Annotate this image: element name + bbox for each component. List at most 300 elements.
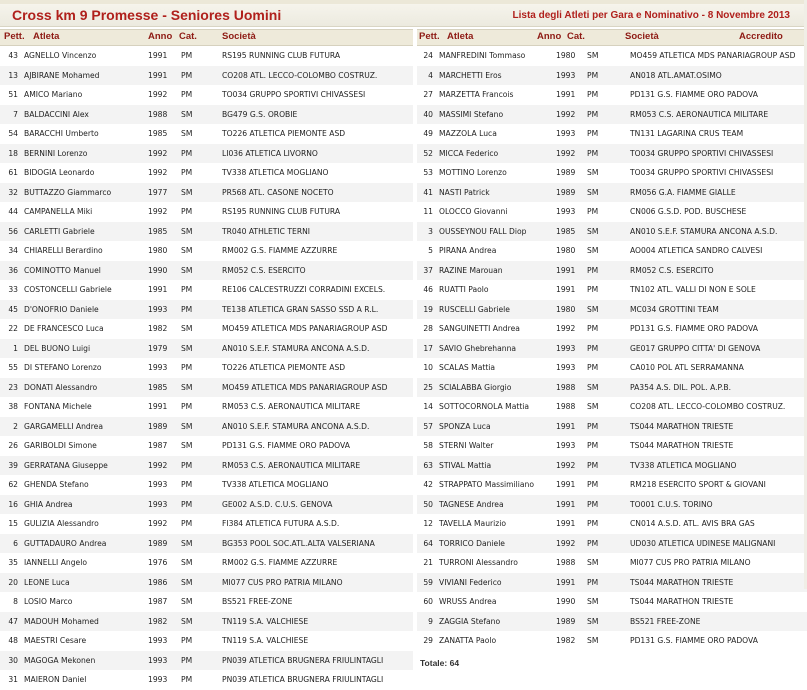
cell-atleta: MADOUH Mohamed xyxy=(24,616,99,626)
cell-cat: SM xyxy=(181,421,193,431)
cell-pett: 26 xyxy=(8,441,18,450)
cell-cat: PM xyxy=(587,441,599,450)
cell-atleta: GHENDA Stefano xyxy=(24,480,89,489)
cell-anno: 1980 xyxy=(556,51,576,60)
cell-societa: CO208 ATL. LECCO-COLOMBO COSTRUZ. xyxy=(630,402,786,411)
cell-cat: PM xyxy=(587,324,599,333)
table-row xyxy=(0,261,413,281)
cell-societa: FI384 ATLETICA FUTURA A.S.D. xyxy=(222,519,340,528)
cell-anno: 1993 xyxy=(556,129,576,138)
cell-pett: 14 xyxy=(423,402,433,411)
cell-pett: 62 xyxy=(8,480,18,489)
table-row xyxy=(417,280,807,300)
cell-anno: 1991 xyxy=(556,499,576,509)
cell-pett: 47 xyxy=(8,616,18,626)
cell-atleta: OLOCCO Giovanni xyxy=(439,207,508,216)
table-row xyxy=(417,631,807,651)
cell-cat: PM xyxy=(587,538,599,548)
cell-cat: PM xyxy=(181,207,193,216)
cell-pett: 60 xyxy=(423,597,433,606)
cell-societa: RS195 RUNNING CLUB FUTURA xyxy=(222,51,341,60)
cell-pett: 23 xyxy=(8,382,18,392)
cell-cat: PM xyxy=(587,129,599,138)
table-row xyxy=(0,105,413,125)
cell-cat: SM xyxy=(587,402,599,411)
table-row xyxy=(0,163,413,183)
cell-societa: BS521 FREE-ZONE xyxy=(630,616,701,626)
cell-pett: 45 xyxy=(8,304,18,314)
cell-societa: CN014 A.S.D. ATL. AVIS BRA GAS xyxy=(630,519,755,528)
cell-pett: 1 xyxy=(13,343,18,353)
table-row xyxy=(0,124,413,144)
cell-societa: TR040 ATHLETIC TERNI xyxy=(222,226,311,236)
cell-anno: 1987 xyxy=(148,597,168,606)
cell-cat: SM xyxy=(587,597,599,606)
cell-societa: MC034 GROTTINI TEAM xyxy=(630,304,719,314)
cell-pett: 7 xyxy=(13,109,18,119)
cell-cat: PM xyxy=(587,207,599,216)
table-row xyxy=(417,378,807,398)
cell-societa: PN039 ATLETICA BRUGNERA FRIULINTAGLI xyxy=(222,655,384,665)
cell-societa: RM053 C.S. AERONAUTICA MILITARE xyxy=(222,460,361,470)
cell-pett: 52 xyxy=(423,148,433,158)
cell-atleta: MICCA Federico xyxy=(439,148,499,158)
cell-societa: MI077 CUS PRO PATRIA MILANO xyxy=(222,577,343,587)
cell-pett: 19 xyxy=(423,304,433,314)
cell-societa: GE002 A.S.D. C.U.S. GENOVA xyxy=(222,499,333,509)
table-row xyxy=(0,183,413,203)
cell-anno: 1980 xyxy=(556,246,576,255)
cell-atleta: MOTTINO Lorenzo xyxy=(439,168,507,177)
cell-cat: PM xyxy=(587,480,599,489)
cell-cat: PM xyxy=(587,70,599,80)
cell-pett: 34 xyxy=(8,246,18,255)
cell-societa: TS044 MARATHON TRIESTE xyxy=(630,577,734,587)
cell-anno: 1989 xyxy=(556,187,576,197)
cell-atleta: FONTANA Michele xyxy=(24,402,92,411)
cell-pett: 17 xyxy=(423,343,433,353)
cell-cat: PM xyxy=(587,577,599,587)
table-row xyxy=(0,144,413,164)
cell-anno: 1985 xyxy=(148,382,168,392)
header-cat: Cat. xyxy=(567,31,585,42)
cell-anno: 1991 xyxy=(148,70,168,80)
cell-anno: 1992 xyxy=(148,460,168,470)
cell-cat: PM xyxy=(181,168,193,177)
cell-atleta: GULIZIA Alessandro xyxy=(24,519,99,528)
cell-anno: 1991 xyxy=(556,480,576,489)
cell-cat: PM xyxy=(181,51,193,60)
cell-societa: TO034 GRUPPO SPORTIVI CHIVASSESI xyxy=(222,90,366,99)
cell-anno: 1993 xyxy=(556,343,576,353)
cell-anno: 1990 xyxy=(556,597,576,606)
cell-pett: 36 xyxy=(8,265,18,275)
cell-atleta: DE FRANCESCO Luca xyxy=(24,324,104,333)
table-row xyxy=(0,651,413,671)
cell-pett: 57 xyxy=(423,421,433,431)
cell-pett: 58 xyxy=(423,441,433,450)
cell-cat: SM xyxy=(587,187,599,197)
cell-societa: BG353 POOL SOC.ATL.ALTA VALSERIANA xyxy=(222,538,375,548)
cell-pett: 11 xyxy=(423,207,433,216)
cell-societa: TE138 ATLETICA GRAN SASSO SSD A R.L. xyxy=(222,304,379,314)
cell-anno: 1993 xyxy=(556,70,576,80)
cell-cat: PM xyxy=(587,519,599,528)
table-row xyxy=(417,66,807,86)
cell-cat: PM xyxy=(181,675,193,684)
table-row xyxy=(0,397,413,417)
cell-atleta: WRUSS Andrea xyxy=(439,597,497,606)
cell-atleta: CARLETTI Gabriele xyxy=(24,226,95,236)
cell-cat: PM xyxy=(181,499,193,509)
table-row xyxy=(0,456,413,476)
cell-atleta: CHIARELLI Berardino xyxy=(24,246,103,255)
cell-anno: 1993 xyxy=(148,636,168,645)
cell-atleta: GARIBOLDI Simone xyxy=(24,441,97,450)
cell-atleta: IANNELLI Angelo xyxy=(24,558,87,567)
table-row xyxy=(0,553,413,573)
cell-anno: 1993 xyxy=(556,441,576,450)
cell-anno: 1985 xyxy=(556,226,576,236)
cell-cat: SM xyxy=(181,558,193,567)
table-row xyxy=(0,670,413,690)
table-row xyxy=(0,222,413,242)
cell-anno: 1992 xyxy=(148,519,168,528)
cell-anno: 1993 xyxy=(148,655,168,665)
cell-atleta: VIVIANI Federico xyxy=(439,577,502,587)
cell-pett: 54 xyxy=(8,129,18,138)
cell-atleta: BERNINI Lorenzo xyxy=(24,148,88,158)
cell-cat: PM xyxy=(587,285,599,294)
cell-anno: 1977 xyxy=(148,187,168,197)
table-row xyxy=(417,514,807,534)
cell-atleta: MAGOGA Mekonen xyxy=(24,655,96,665)
table-row xyxy=(417,417,807,437)
cell-cat: PM xyxy=(587,421,599,431)
table-header-right xyxy=(417,29,807,46)
cell-pett: 6 xyxy=(13,538,18,548)
table-row xyxy=(417,397,807,417)
table-row xyxy=(0,612,413,632)
cell-cat: PM xyxy=(181,70,193,80)
cell-societa: RE106 CALCESTRUZZI CORRADINI EXCELS. xyxy=(222,285,386,294)
table-row xyxy=(0,495,413,515)
cell-cat: PM xyxy=(587,460,599,470)
cell-atleta: DEL BUONO Luigi xyxy=(24,343,91,353)
cell-pett: 3 xyxy=(428,226,433,236)
header-societa: Società xyxy=(222,31,256,42)
cell-societa: CN006 G.S.D. POD. BUSCHESE xyxy=(630,207,747,216)
cell-pett: 2 xyxy=(13,421,18,431)
cell-cat: SM xyxy=(587,168,599,177)
cell-pett: 24 xyxy=(423,51,433,60)
cell-atleta: AMICO Mariano xyxy=(24,90,83,99)
cell-societa: TV338 ATLETICA MOGLIANO xyxy=(222,168,329,177)
cell-societa: TS044 MARATHON TRIESTE xyxy=(630,597,734,606)
cell-anno: 1992 xyxy=(148,207,168,216)
cell-pett: 48 xyxy=(8,636,18,645)
cell-atleta: MANFREDINI Tommaso xyxy=(439,51,526,60)
cell-pett: 10 xyxy=(423,363,433,372)
table-row xyxy=(0,436,413,456)
cell-societa: RM052 C.S. ESERCITO xyxy=(630,265,714,275)
cell-cat: PM xyxy=(181,519,193,528)
cell-anno: 1993 xyxy=(148,675,168,684)
cell-cat: PM xyxy=(587,499,599,509)
table-row xyxy=(417,339,807,359)
cell-anno: 1980 xyxy=(148,246,168,255)
cell-cat: PM xyxy=(181,480,193,489)
cell-atleta: SOTTOCORNOLA Mattia xyxy=(439,402,530,411)
cell-anno: 1993 xyxy=(556,363,576,372)
rows-right xyxy=(417,46,807,651)
table-row xyxy=(417,319,807,339)
table-row xyxy=(0,514,413,534)
cell-anno: 1989 xyxy=(556,616,576,626)
cell-pett: 38 xyxy=(8,402,18,411)
cell-atleta: OUSSEYNOU FALL Diop xyxy=(439,226,527,236)
cell-societa: TO001 C.U.S. TORINO xyxy=(630,499,713,509)
cell-pett: 22 xyxy=(8,324,18,333)
header-pett: Pett. xyxy=(4,31,25,42)
cell-cat: PM xyxy=(181,90,193,99)
header-anno: Anno xyxy=(148,31,173,42)
cell-anno: 1991 xyxy=(148,285,168,294)
cell-atleta: TORRICO Daniele xyxy=(439,538,505,548)
cell-anno: 1980 xyxy=(556,304,576,314)
cell-cat: SM xyxy=(181,265,193,275)
cell-societa: MO459 ATLETICA MDS PANARIAGROUP ASD xyxy=(222,382,388,392)
cell-anno: 1982 xyxy=(148,324,168,333)
rows-left xyxy=(0,46,413,690)
cell-societa: TS044 MARATHON TRIESTE xyxy=(630,421,734,431)
cell-cat: SM xyxy=(181,187,193,197)
cell-cat: SM xyxy=(181,226,193,236)
header-atleta: Atleta xyxy=(33,31,60,42)
cell-atleta: SCALAS Mattia xyxy=(439,363,496,372)
table-row xyxy=(0,241,413,261)
total-count xyxy=(417,651,807,669)
table-row xyxy=(417,222,807,242)
table-row xyxy=(417,436,807,456)
cell-pett: 53 xyxy=(423,168,433,177)
cell-anno: 1992 xyxy=(556,460,576,470)
cell-pett: 8 xyxy=(13,597,18,606)
cell-anno: 1989 xyxy=(148,538,168,548)
table-row xyxy=(417,183,807,203)
cell-societa: BS521 FREE-ZONE xyxy=(222,597,293,606)
cell-atleta: MAZZOLA Luca xyxy=(439,129,497,138)
cell-societa: RM218 ESERCITO SPORT & GIOVANI xyxy=(630,480,766,489)
cell-cat: SM xyxy=(181,616,193,626)
cell-anno: 1976 xyxy=(148,558,168,567)
header-accredito: Accredito xyxy=(739,31,783,42)
cell-pett: 50 xyxy=(423,499,433,509)
header-societa: Società xyxy=(625,31,659,42)
table-row xyxy=(417,456,807,476)
cell-atleta: STIVAL Mattia xyxy=(439,460,492,470)
cell-cat: PM xyxy=(587,148,599,158)
total-label: Totale: xyxy=(420,657,448,668)
cell-anno: 1992 xyxy=(556,109,576,119)
cell-anno: 1979 xyxy=(148,343,168,353)
cell-cat: SM xyxy=(587,51,599,60)
table-row xyxy=(0,339,413,359)
cell-anno: 1992 xyxy=(148,148,168,158)
cell-societa: RM056 G.A. FIAMME GIALLE xyxy=(630,187,736,197)
cell-pett: 28 xyxy=(423,324,433,333)
cell-societa: TO226 ATLETICA PIEMONTE ASD xyxy=(222,129,346,138)
table-row xyxy=(0,417,413,437)
table-row xyxy=(0,319,413,339)
cell-pett: 9 xyxy=(428,616,433,626)
table-row xyxy=(0,631,413,651)
cell-cat: SM xyxy=(181,597,193,606)
cell-cat: PM xyxy=(181,148,193,158)
cell-atleta: PIRANA Andrea xyxy=(439,246,497,255)
cell-pett: 49 xyxy=(423,129,433,138)
cell-societa: TV338 ATLETICA MOGLIANO xyxy=(630,460,737,470)
table-header-left xyxy=(0,29,413,46)
table-row xyxy=(417,612,807,632)
cell-anno: 1991 xyxy=(556,285,576,294)
cell-atleta: NASTI Patrick xyxy=(439,187,490,197)
cell-societa: BG479 G.S. OROBIE xyxy=(222,109,298,119)
cell-atleta: D'ONOFRIO Daniele xyxy=(24,304,99,314)
table-row xyxy=(417,241,807,261)
cell-atleta: MAIERON Daniel xyxy=(24,675,87,684)
cell-atleta: LEONE Luca xyxy=(24,577,70,587)
cell-atleta: TAGNESE Andrea xyxy=(439,499,504,509)
cell-anno: 1989 xyxy=(148,421,168,431)
cell-pett: 43 xyxy=(8,51,18,60)
cell-pett: 46 xyxy=(423,285,433,294)
header-pett: Pett. xyxy=(419,31,440,42)
cell-pett: 30 xyxy=(8,655,18,665)
cell-cat: PM xyxy=(587,363,599,372)
cell-pett: 59 xyxy=(423,577,433,587)
cell-anno: 1986 xyxy=(148,577,168,587)
cell-anno: 1982 xyxy=(556,636,576,645)
cell-societa: AO004 ATLETICA SANDRO CALVESI xyxy=(630,246,763,255)
cell-atleta: BIDOGIA Leonardo xyxy=(24,168,95,177)
table-row xyxy=(417,144,807,164)
cell-anno: 1991 xyxy=(556,519,576,528)
cell-anno: 1990 xyxy=(148,265,168,275)
cell-atleta: LOSIO Marco xyxy=(24,597,73,606)
cell-pett: 41 xyxy=(423,187,433,197)
cell-pett: 56 xyxy=(8,226,18,236)
cell-anno: 1987 xyxy=(148,441,168,450)
cell-societa: RM002 G.S. FIAMME AZZURRE xyxy=(222,246,338,255)
table-row xyxy=(417,124,807,144)
cell-cat: PM xyxy=(181,285,193,294)
cell-cat: SM xyxy=(587,616,599,626)
table-row xyxy=(417,261,807,281)
cell-societa: GE017 GRUPPO CITTA' DI GENOVA xyxy=(630,343,761,353)
page-title: Cross km 9 Promesse - Seniores Uomini xyxy=(12,7,282,23)
table-row xyxy=(0,202,413,222)
cell-anno: 1991 xyxy=(556,265,576,275)
cell-societa: UD030 ATLETICA UDINESE MALIGNANI xyxy=(630,538,776,548)
cell-societa: TV338 ATLETICA MOGLIANO xyxy=(222,480,329,489)
cell-societa: RM052 C.S. ESERCITO xyxy=(222,265,306,275)
cell-anno: 1991 xyxy=(556,577,576,587)
table-row xyxy=(0,534,413,554)
table-row xyxy=(0,85,413,105)
table-row xyxy=(417,163,807,183)
cell-pett: 27 xyxy=(423,90,433,99)
cell-atleta: TURRONI Alessandro xyxy=(439,558,518,567)
athletes-table-right xyxy=(417,29,807,669)
cell-pett: 37 xyxy=(423,265,433,275)
table-row xyxy=(417,534,807,554)
cell-pett: 51 xyxy=(8,90,18,99)
table-row xyxy=(0,300,413,320)
cell-societa: AN010 S.E.F. STAMURA ANCONA A.S.D. xyxy=(630,226,778,236)
cell-cat: SM xyxy=(181,129,193,138)
cell-atleta: BUTTAZZO Giammarco xyxy=(24,187,112,197)
cell-anno: 1991 xyxy=(556,90,576,99)
cell-cat: SM xyxy=(587,382,599,392)
cell-pett: 42 xyxy=(423,480,433,489)
cell-atleta: DI STEFANO Lorenzo xyxy=(24,363,102,372)
cell-atleta: BALDACCINI Alex xyxy=(24,109,89,119)
cell-anno: 1988 xyxy=(148,109,168,119)
cell-cat: SM xyxy=(181,577,193,587)
cell-cat: PM xyxy=(181,655,193,665)
cell-anno: 1992 xyxy=(148,168,168,177)
cell-atleta: SANGUINETTI Andrea xyxy=(439,324,520,333)
cell-cat: SM xyxy=(587,226,599,236)
table-row xyxy=(0,592,413,612)
cell-cat: SM xyxy=(587,558,599,567)
cell-pett: 44 xyxy=(8,207,18,216)
athletes-table-left xyxy=(0,29,413,690)
cell-pett: 15 xyxy=(8,519,18,528)
cell-anno: 1988 xyxy=(556,402,576,411)
cell-atleta: MAESTRI Cesare xyxy=(24,636,87,645)
cell-pett: 33 xyxy=(8,285,18,294)
cell-pett: 61 xyxy=(8,168,18,177)
cell-societa: TN131 LAGARINA CRUS TEAM xyxy=(630,129,744,138)
cell-anno: 1993 xyxy=(148,499,168,509)
cell-anno: 1993 xyxy=(148,304,168,314)
cell-societa: CA010 POL ATL SERRAMANNA xyxy=(630,363,744,372)
cell-atleta: COSTONCELLI Gabriele xyxy=(24,285,112,294)
cell-societa: PR568 ATL. CASONE NOCETO xyxy=(222,187,334,197)
cell-anno: 1985 xyxy=(148,129,168,138)
cell-societa: PD131 G.S. FIAMME ORO PADOVA xyxy=(630,324,758,333)
table-row xyxy=(0,378,413,398)
cell-cat: SM xyxy=(587,304,599,314)
table-row xyxy=(0,280,413,300)
cell-anno: 1991 xyxy=(148,51,168,60)
cell-pett: 55 xyxy=(8,363,18,372)
cell-societa: AN010 S.E.F. STAMURA ANCONA A.S.D. xyxy=(222,343,370,353)
cell-anno: 1992 xyxy=(556,148,576,158)
header-cat: Cat. xyxy=(179,31,197,42)
cell-societa: TO226 ATLETICA PIEMONTE ASD xyxy=(222,363,346,372)
cell-atleta: ZAGGIA Stefano xyxy=(439,616,501,626)
cell-anno: 1992 xyxy=(556,538,576,548)
cell-societa: TN119 S.A. VALCHIESE xyxy=(222,616,309,626)
cell-societa: RM053 C.S. AERONAUTICA MILITARE xyxy=(222,402,361,411)
cell-atleta: RAZINE Marouan xyxy=(439,265,503,275)
cell-atleta: AGNELLO Vincenzo xyxy=(24,51,97,60)
cell-cat: SM xyxy=(181,538,193,548)
cell-societa: TN102 ATL. VALLI DI NON E SOLE xyxy=(630,285,756,294)
